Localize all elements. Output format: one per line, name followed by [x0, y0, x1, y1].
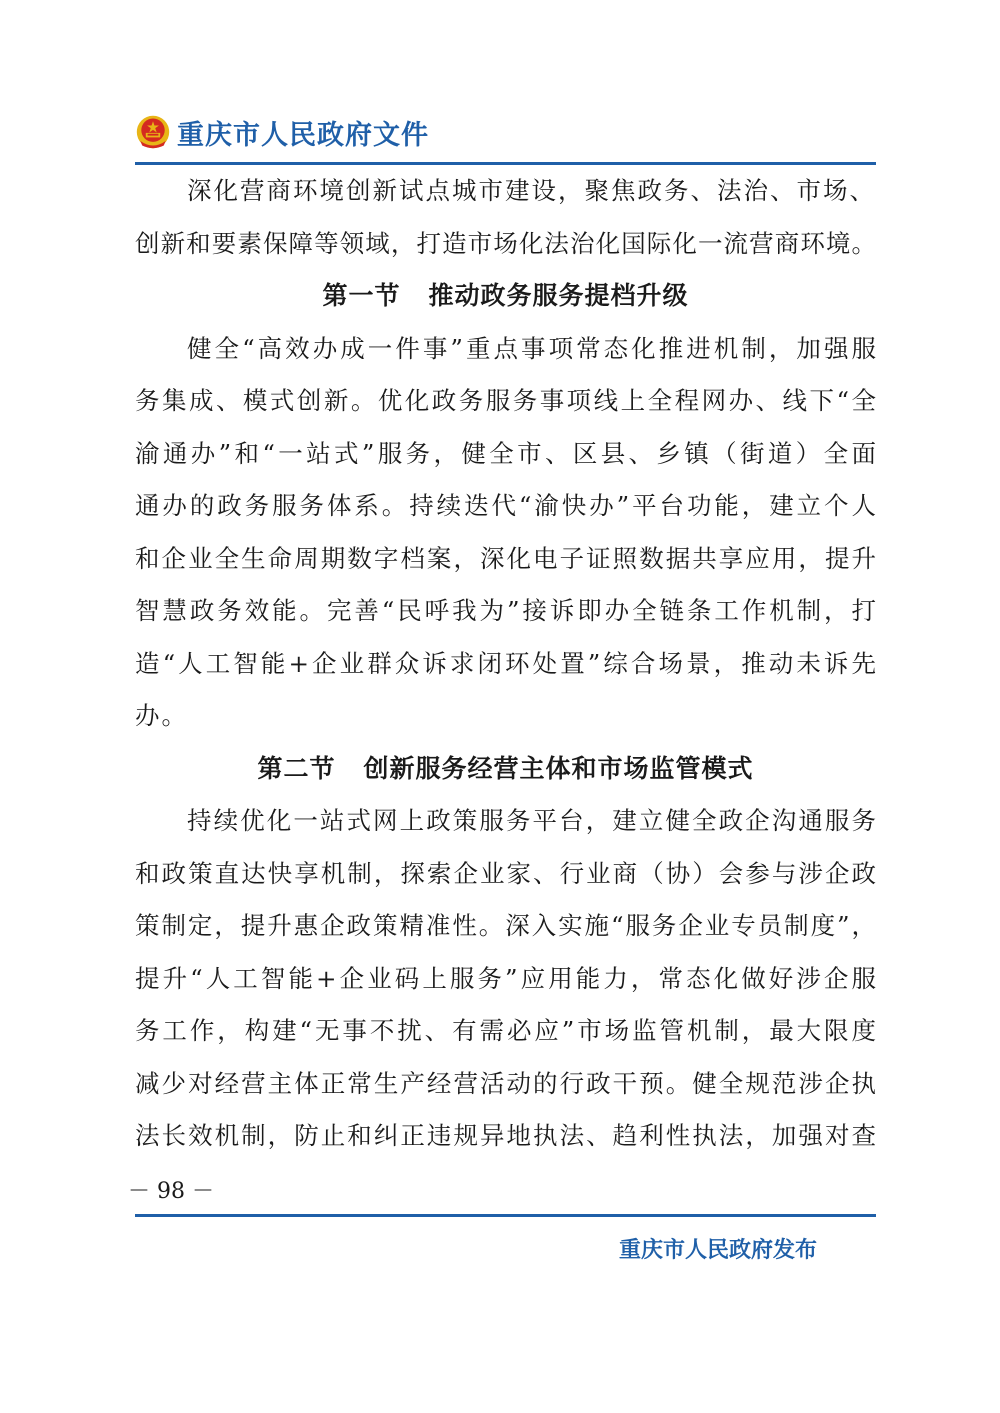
body-line: 和政策直达快享机制，探索企业家、行业商（协）会参与涉企政 [135, 858, 876, 888]
section-title: 创新服务经营主体和市场监管模式 [363, 753, 754, 783]
section-number: 第二节 [257, 753, 336, 783]
section-number: 第一节 [322, 281, 401, 310]
body-line: 办。 [135, 701, 188, 730]
header-title: 重庆市人民政府文件 [177, 119, 429, 151]
body-line: 提升“人工智能+企业码上服务”应用能力，常态化做好涉企服 [135, 963, 876, 993]
body-line: 健全“高效办成一件事”重点事项常态化推进机制，加强服 [187, 333, 876, 363]
section-title: 推动政务服务提档升级 [428, 281, 689, 310]
body-line: 和企业全生命周期数字档案，深化电子证照数据共享应用，提升 [135, 543, 876, 573]
body-line: 智慧政务效能。完善“民呼我为”接诉即办全链条工作机制，打 [135, 596, 876, 625]
section-heading [135, 743, 876, 796]
body-line: 渝通办”和“一站式”服务，健全市、区县、乡镇（街道）全面 [135, 438, 876, 468]
body-line: 通办的政务服务体系。持续迭代“渝快办”平台功能，建立个人 [135, 491, 876, 520]
body-line: 法长效机制，防止和纠正违规异地执法、趋利性执法，加强对查 [135, 1121, 876, 1150]
body-line: 造“人工智能+企业群众诉求闭环处置”综合场景，推动未诉先 [135, 648, 876, 678]
body-line: 深化营商环境创新试点城市建设，聚焦政务、法治、市场、 [187, 176, 876, 205]
document-header [135, 112, 876, 152]
body-line: 持续优化一站式网上政策服务平台，建立健全政企沟通服务 [187, 806, 876, 835]
page-number: － 98 － [128, 1179, 214, 1204]
section-heading [135, 270, 876, 323]
body-line: 创新和要素保障等领域，打造市场化法治化国际化一流营商环境。 [135, 228, 876, 258]
footer-rule [135, 1214, 876, 1217]
document-body [135, 165, 876, 1163]
body-line: 务集成、模式创新。优化政务服务事项线上全程网办、线下“全 [135, 386, 876, 415]
national-emblem-icon [135, 114, 171, 150]
footer-publisher: 重庆市人民政府发布 [618, 1238, 817, 1263]
body-line: 策制定，提升惠企政策精准性。深入实施“服务企业专员制度”， [135, 911, 876, 940]
body-line: 减少对经营主体正常生产经营活动的行政干预。健全规范涉企执 [135, 1068, 876, 1098]
body-line: 务工作，构建“无事不扰、有需必应”市场监管机制，最大限度 [135, 1016, 876, 1045]
